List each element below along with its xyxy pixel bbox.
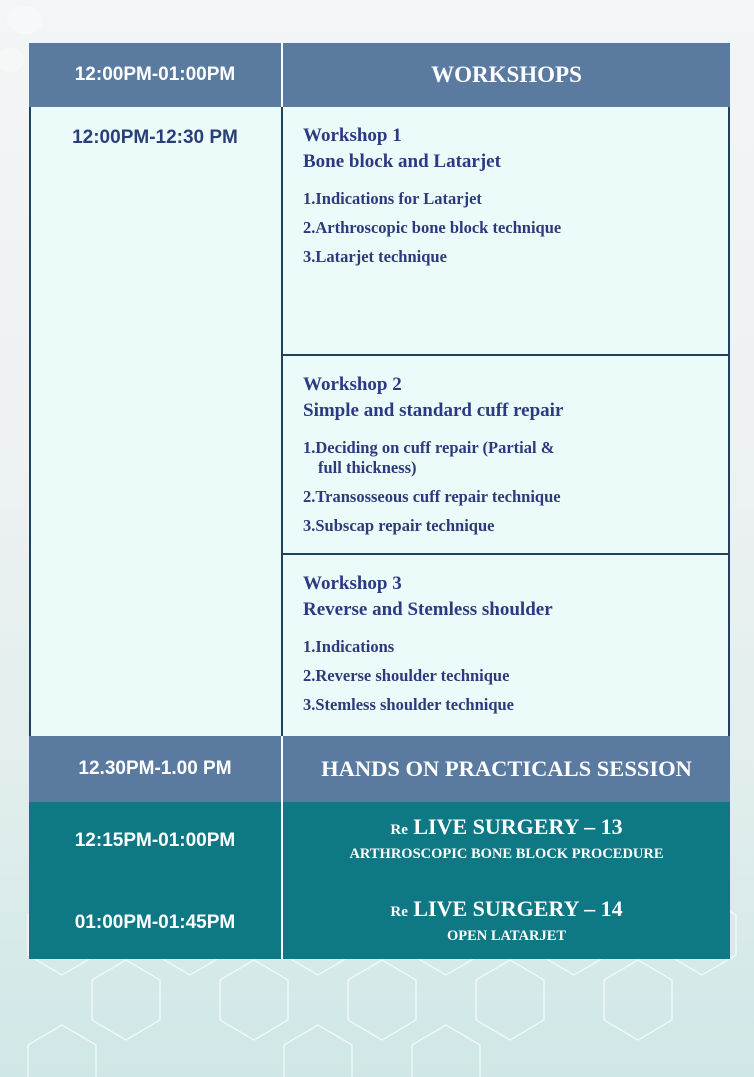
header-time: 12:00PM-01:00PM bbox=[29, 43, 283, 107]
live-surgery-13-title: LIVE SURGERY – 13 bbox=[413, 814, 623, 839]
workshop-3-item: 1.Indications bbox=[303, 637, 395, 656]
workshop-2-items bbox=[303, 438, 716, 536]
workshop-3-item: 3.Stemless shoulder technique bbox=[303, 695, 515, 714]
workshop-1 bbox=[283, 107, 728, 354]
workshop-session-time: 12:00PM-12:30 PM bbox=[29, 107, 283, 736]
hands-on-time: 12.30PM-1.00 PM bbox=[29, 736, 283, 802]
workshop-3-items bbox=[303, 637, 716, 715]
live-surgery-block bbox=[29, 802, 730, 959]
workshop-1-item: 2.Arthroscopic bone block technique bbox=[303, 218, 562, 237]
workshop-2-item: 2.Transosseous cuff repair technique bbox=[303, 487, 561, 506]
workshop-session bbox=[29, 107, 730, 736]
live-surgery-13-time: 12:15PM-01:00PM bbox=[74, 830, 236, 851]
workshops-header-row bbox=[29, 43, 730, 107]
workshop-2 bbox=[283, 354, 728, 553]
workshop-2-item: 1.Deciding on cuff repair (Partial & bbox=[303, 438, 555, 457]
workshop-1-item: 1.Indications for Latarjet bbox=[303, 189, 482, 208]
workshop-3-title: Reverse and Stemless shoulder bbox=[303, 599, 553, 620]
workshop-2-title: Simple and standard cuff repair bbox=[303, 400, 564, 421]
schedule-table bbox=[29, 43, 730, 959]
hands-on-row bbox=[29, 736, 730, 802]
live-surgery-14-subtitle: OPEN LATARJET bbox=[446, 928, 567, 944]
workshop-1-number: Workshop 1 bbox=[303, 125, 402, 146]
header-title: WORKSHOPS bbox=[431, 62, 582, 87]
live-surgery-13-subtitle: ARTHROSCOPIC BONE BLOCK PROCEDURE bbox=[349, 846, 664, 862]
hands-on-title: HANDS ON PRACTICALS SESSION bbox=[321, 756, 692, 781]
live-surgery-14-title: LIVE SURGERY – 14 bbox=[413, 896, 623, 921]
workshop-2-item: 3.Subscap repair technique bbox=[303, 516, 495, 535]
workshop-list bbox=[283, 107, 728, 736]
workshop-1-items bbox=[303, 189, 716, 267]
live-surgery-content bbox=[283, 802, 730, 959]
workshop-2-number: Workshop 2 bbox=[303, 374, 402, 395]
live-surgery-14-time: 01:00PM-01:45PM bbox=[74, 912, 236, 933]
workshop-3-number: Workshop 3 bbox=[303, 573, 402, 594]
workshop-1-title: Bone block and Latarjet bbox=[303, 151, 501, 172]
workshop-3 bbox=[283, 553, 728, 736]
live-surgery-14 bbox=[283, 896, 730, 945]
live-surgery-times bbox=[29, 802, 283, 959]
live-surgery-13 bbox=[283, 814, 730, 863]
workshop-1-item: 3.Latarjet technique bbox=[303, 247, 447, 266]
live-surgery-13-prefix: Re bbox=[390, 822, 408, 838]
live-surgery-14-prefix: Re bbox=[390, 904, 408, 920]
workshop-3-item: 2.Reverse shoulder technique bbox=[303, 666, 510, 685]
workshop-2-item: full thickness) bbox=[318, 458, 417, 477]
